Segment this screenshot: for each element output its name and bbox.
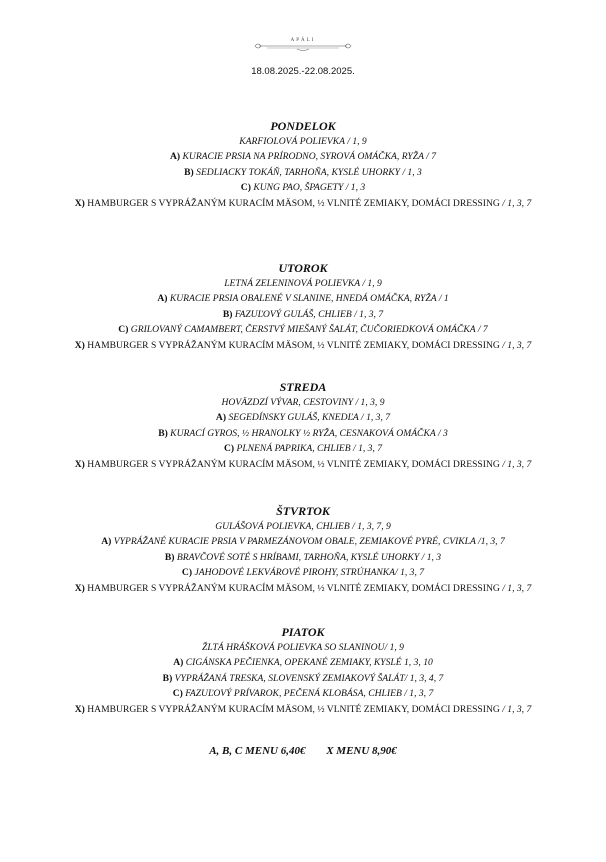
menu-item (0, 180, 606, 195)
menu-item-allergens: / 1, 3, 7 (351, 308, 384, 320)
menu-prices (0, 745, 606, 757)
menu-item-allergens: / 1, 3 (343, 182, 366, 194)
menu-item (0, 702, 606, 717)
soup-item (0, 395, 606, 410)
menu-item-label: C) (172, 688, 183, 700)
day-section (0, 379, 606, 472)
menu-item-label: B) (184, 166, 194, 178)
day-title: PIATOK (281, 625, 325, 639)
menu-item-dish: KURACIE PRSIA OBALENÉ V SLANINE, HNEDÁ OMÁČKA, RYŽA (167, 293, 437, 305)
menu-item (0, 550, 606, 565)
menu-item-dish: PLNENÁ PAPRIKA, CHLIEB (234, 443, 351, 455)
menu-item-label: C) (240, 182, 251, 194)
menu-item-allergens: / 1, 3, 7 (499, 582, 532, 594)
day-title: STREDA (279, 380, 327, 394)
menu-item-allergens: / 1, 3 (419, 551, 442, 563)
menu-item (0, 426, 606, 441)
menu-item-label: B) (162, 672, 173, 684)
menu-item-allergens: / 1, 3 (399, 166, 422, 178)
menu-item-label: B) (222, 308, 233, 320)
menu-item (0, 338, 606, 353)
menu-item-dish: BRAVČOVÉ SOTÉ S HRÍBAMI, TARHOŇA, KYSLÉ UHORKY (174, 551, 420, 563)
menu-item-label: B) (158, 427, 168, 439)
menu-item-allergens: / 1, 3, 7 (350, 443, 383, 455)
menu-item (0, 457, 606, 472)
menu-item-allergens: / 1, 9 (344, 136, 367, 147)
menu-item (0, 410, 606, 425)
menu-item-dish: HAMBURGER S VYPRÁŽANÝM KURACÍM MÄSOM, ½ VLNITÉ ZEMIAKY, DOMÁCI DRESSING (84, 703, 500, 715)
menu-item-allergens: / 1, 3, 7 (499, 703, 532, 715)
menu-item-allergens: /1, 3, 7 (475, 536, 505, 548)
menu-item-label: A) (157, 293, 168, 305)
day-section (0, 260, 606, 353)
menu-item-dish: SEGEDÍNSKY GULÁŠ, KNEDĽA (226, 412, 359, 424)
menu-item-label: X) (74, 703, 85, 715)
menu-item-dish: SEDLIACKY TOKÁŇ, TARHOŇA, KYSLÉ UHORKY (193, 166, 400, 178)
menu-item (0, 581, 606, 596)
logo-wordmark: APÁLI (290, 38, 316, 43)
menu-item-label: B) (164, 551, 175, 563)
menu-item-dish: GULÁŠOVÁ POLIEVKA, CHLIEB (215, 521, 350, 532)
menu-item-dish: HAMBURGER S VYPRÁŽANÝM KURACÍM MÄSOM, ½ VLNITÉ ZEMIAKY, DOMÁCI DRESSING (84, 458, 500, 470)
menu-item-dish: LETNÁ ZELENINOVÁ POLIEVKA (224, 278, 360, 289)
menu-item (0, 307, 606, 322)
menu-item-allergens: / 1, 3, 9 (353, 397, 385, 408)
menu-item (0, 165, 606, 180)
day-title: UTOROK (278, 261, 328, 275)
menu-item (0, 322, 606, 337)
menu-item-allergens: / 1, 3, 7 (401, 688, 434, 700)
menu-item-dish: KURACIE PRSIA NA PRÍRODNO, SYROVÁ OMÁČKA, RYŽA (180, 151, 424, 163)
menu-item-dish: FAZUĽOVÝ GULÁŠ, CHLIEB (232, 308, 352, 320)
menu-item (0, 149, 606, 164)
menu-item (0, 671, 606, 686)
menu-item-allergens: / 1, 3, 7 (499, 339, 532, 351)
week-date-range: 18.08.2025.-22.08.2025. (251, 66, 355, 77)
menu-item-label: X) (74, 339, 85, 351)
restaurant-logo (253, 36, 353, 52)
menu-item-allergens: / 1, 3, 7 (499, 458, 532, 470)
menu-item-allergens: / 1, 3, 7 (395, 567, 425, 579)
menu-item-label: C) (118, 324, 129, 336)
menu-item-allergens: / 1, 3, 7 (499, 197, 532, 209)
menu-item-dish: VYPRÁŽANÉ KURACIE PRSIA V PARMEZÁNOVOM OBALE, ZEMIAKOVÉ PYRÉ, CVIKLA (111, 536, 476, 548)
menu-item (0, 196, 606, 211)
abc-menu-price: A, B, C MENU 6,40€ (209, 745, 306, 757)
day-title: ŠTVRTOK (276, 504, 330, 518)
menu-item-dish: JAHODOVÉ LEKVÁROVÉ PIROHY, STRÚHANKA (192, 567, 396, 579)
menu-item-dish: HOVÄZDZÍ VÝVAR, CESTOVINY (221, 397, 354, 408)
menu-item (0, 686, 606, 701)
menu-item-label: C) (223, 443, 235, 455)
menu-item-dish: KARFIOLOVÁ POLIEVKA (239, 136, 345, 147)
menu-item (0, 291, 606, 306)
soup-item (0, 134, 606, 149)
menu-item-allergens: / 1, 3, 7 (358, 412, 391, 424)
menu-item-allergens: / 1, 3, 4, 7 (404, 672, 444, 684)
soup-item (0, 276, 606, 291)
menu-item-dish: CIGÁNSKA PEČIENKA, OPEKANÉ ZEMIAKY, KYSLÉ (183, 657, 402, 669)
menu-item-label: C) (181, 567, 193, 579)
menu-item-label: A) (101, 536, 112, 548)
menu-item-allergens: / 7 (475, 324, 488, 336)
menu-item-dish: HAMBURGER S VYPRÁŽANÝM KURACÍM MÄSOM, ½ VLNITÉ ZEMIAKY, DOMÁCI DRESSING (84, 339, 500, 351)
menu-item-dish: ŽLTÁ HRÁŠKOVÁ POLIEVKA SO SLANINOU (202, 642, 385, 653)
menu-item (0, 655, 606, 670)
menu-item-allergens: / 1, 3, 7, 9 (349, 521, 391, 532)
day-section (0, 503, 606, 596)
menu-item-allergens: / 1, 9 (359, 278, 382, 289)
day-section (0, 624, 606, 717)
menu-item-allergens: / 1 (436, 293, 449, 305)
menu-item-allergens: / 7 (423, 151, 437, 163)
menu-item-dish: HAMBURGER S VYPRÁŽANÝM KURACÍM MÄSOM, ½ VLNITÉ ZEMIAKY, DOMÁCI DRESSING (84, 197, 500, 209)
menu-item-label: A) (173, 657, 184, 669)
soup-item (0, 519, 606, 534)
menu-item-dish: HAMBURGER S VYPRÁŽANÝM KURACÍM MÄSOM, ½ VLNITÉ ZEMIAKY, DOMÁCI DRESSING (84, 582, 500, 594)
x-menu-price: X MENU 8,90€ (326, 745, 397, 757)
menu-item (0, 565, 606, 580)
menu-item-dish: VYPRÁŽANÁ TRESKA, SLOVENSKÝ ZEMIAKOVÝ ŠALÁT (172, 672, 405, 684)
menu-item (0, 534, 606, 549)
soup-item (0, 640, 606, 655)
day-section (0, 118, 606, 211)
day-title: PONDELOK (270, 119, 336, 133)
menu-item-label: A) (169, 151, 181, 163)
menu-item-label: X) (74, 458, 85, 470)
menu-item-label: X) (74, 197, 85, 209)
menu-item-allergens: / 3 (435, 427, 448, 439)
menu-item-allergens: / 1, 9 (384, 642, 404, 653)
menu-item-dish: KURACÍ GYROS, ½ HRANOLKY ½ RYŽA, CESNAKOVÁ OMÁČKA (167, 427, 436, 439)
menu-item-allergens: 1, 3, 10 (401, 657, 433, 669)
menu-item (0, 441, 606, 456)
menu-item-dish: FAZUĽOVÝ PRÍVAROK, PEČENÁ KLOBÁSA, CHLIEB (182, 688, 402, 700)
menu-item-label: X) (74, 582, 85, 594)
menu-item-label: A) (215, 412, 227, 424)
menu-item-dish: KUNG PAO, ŠPAGETY (250, 182, 344, 194)
menu-item-dish: GRILOVANÝ CAMAMBERT, ČERSTVÝ MIEŠANÝ ŠALÁT, ČUČORIEDKOVÁ OMÁČKA (128, 324, 476, 336)
